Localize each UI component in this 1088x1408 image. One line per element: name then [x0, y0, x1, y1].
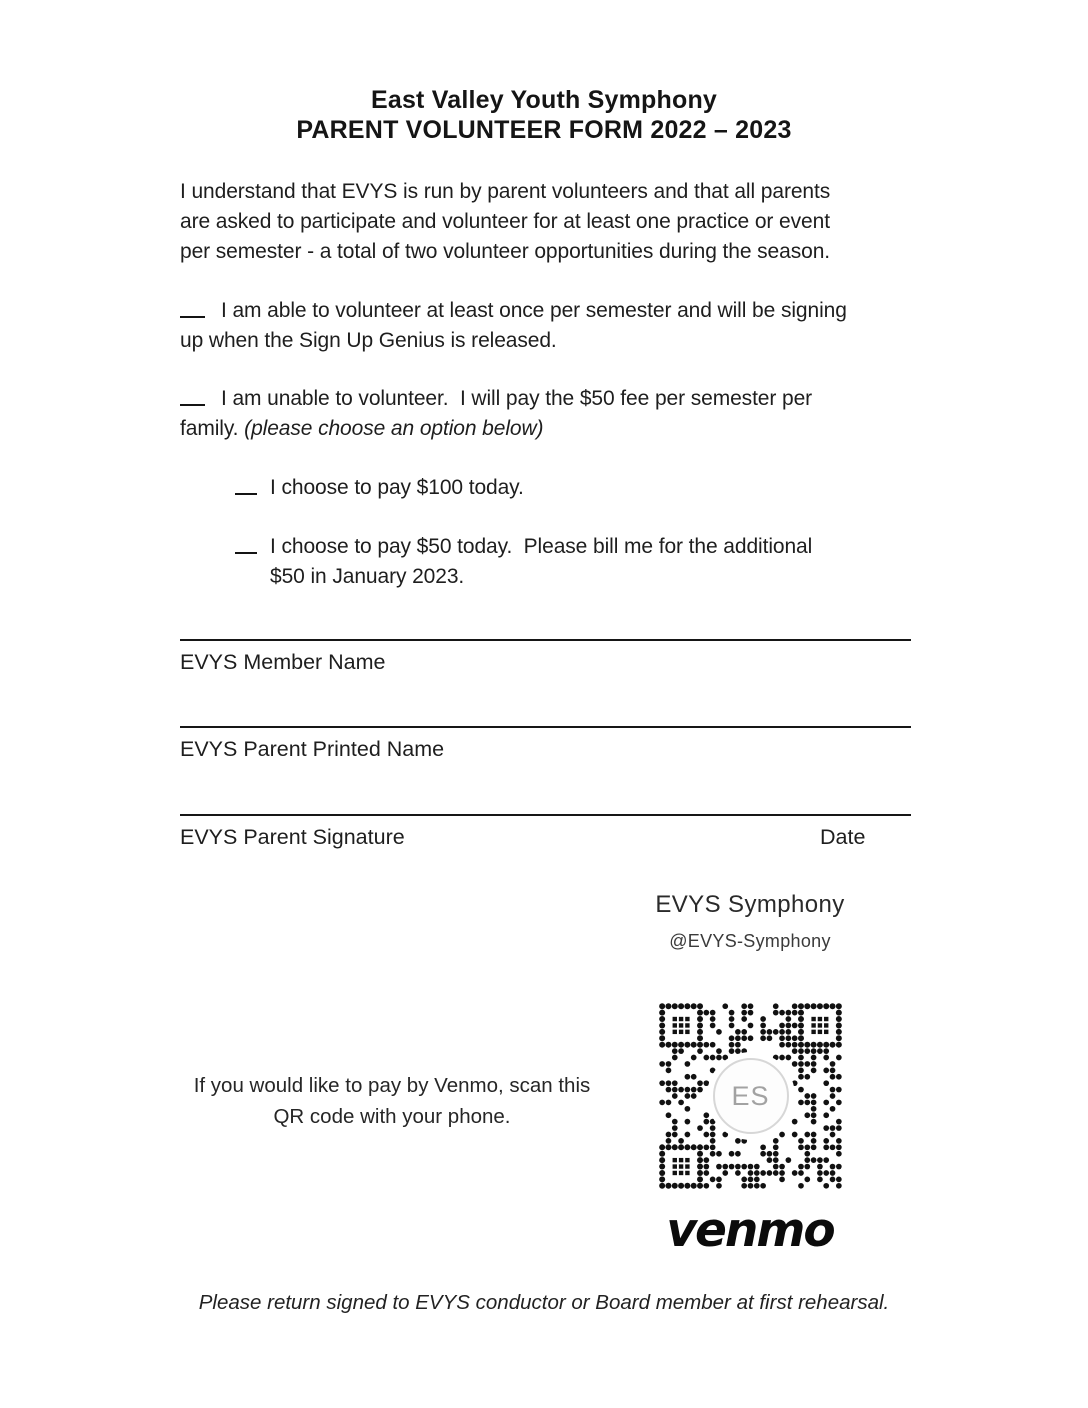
date-label: Date [820, 825, 866, 849]
option-text: I choose to pay $100 today. [270, 476, 524, 499]
form-title: PARENT VOLUNTEER FORM 2022 – 2023 [296, 116, 792, 144]
venmo-handle: @EVYS-Symphony [669, 931, 831, 951]
pay-option-100 [235, 473, 935, 503]
option-text: I choose to pay $50 today. Please bill me for the additional [270, 535, 813, 558]
option-text: I am able to volunteer at least once per semester and will be signing [221, 299, 847, 322]
member-name-label: EVYS Member Name [180, 650, 386, 674]
intro-line: I understand that EVYS is run by parent volunteers and that all parents [180, 180, 831, 203]
venmo-logo: venmo [666, 1203, 834, 1258]
signature-rule [180, 726, 911, 728]
venmo-caption-line: QR code with your phone. [273, 1105, 511, 1128]
option-text: $50 in January 2023. [270, 565, 465, 588]
blank-line [235, 491, 257, 495]
volunteer-option-unable [180, 384, 950, 444]
venmo-qr-code [659, 1003, 842, 1189]
blank-line [180, 314, 205, 318]
organization-title: East Valley Youth Symphony [370, 86, 718, 114]
qr-center-initials: ES [731, 1080, 770, 1111]
parent-signature-row [180, 825, 911, 850]
qr-center-badge [713, 1058, 789, 1134]
intro-paragraph [180, 177, 940, 267]
option-text: family. [180, 417, 239, 440]
signature-rule [180, 814, 911, 816]
venmo-account-name: EVYS Symphony [655, 891, 845, 918]
option-text: I am unable to volunteer. I will pay the $50 fee per semester per [221, 387, 813, 410]
venmo-caption [180, 1070, 604, 1132]
intro-line: are asked to participate and volunteer for at least one practice or event [180, 210, 830, 233]
blank-line [180, 402, 205, 406]
blank-line [235, 550, 257, 554]
intro-line: per semester - a total of two volunteer opportunities during the season. [180, 240, 831, 263]
option-note: (please choose an option below) [244, 417, 544, 440]
pay-option-50 [235, 532, 935, 592]
parent-printed-name-label: EVYS Parent Printed Name [180, 737, 445, 761]
option-text: up when the Sign Up Genius is released. [180, 329, 557, 352]
signature-rule [180, 639, 911, 641]
volunteer-option-able [180, 296, 950, 356]
footer-note: Please return signed to EVYS conductor or Board member at first rehearsal. [198, 1291, 890, 1314]
parent-signature-label: EVYS Parent Signature [180, 825, 405, 849]
venmo-caption-line: If you would like to pay by Venmo, scan this [193, 1074, 591, 1097]
